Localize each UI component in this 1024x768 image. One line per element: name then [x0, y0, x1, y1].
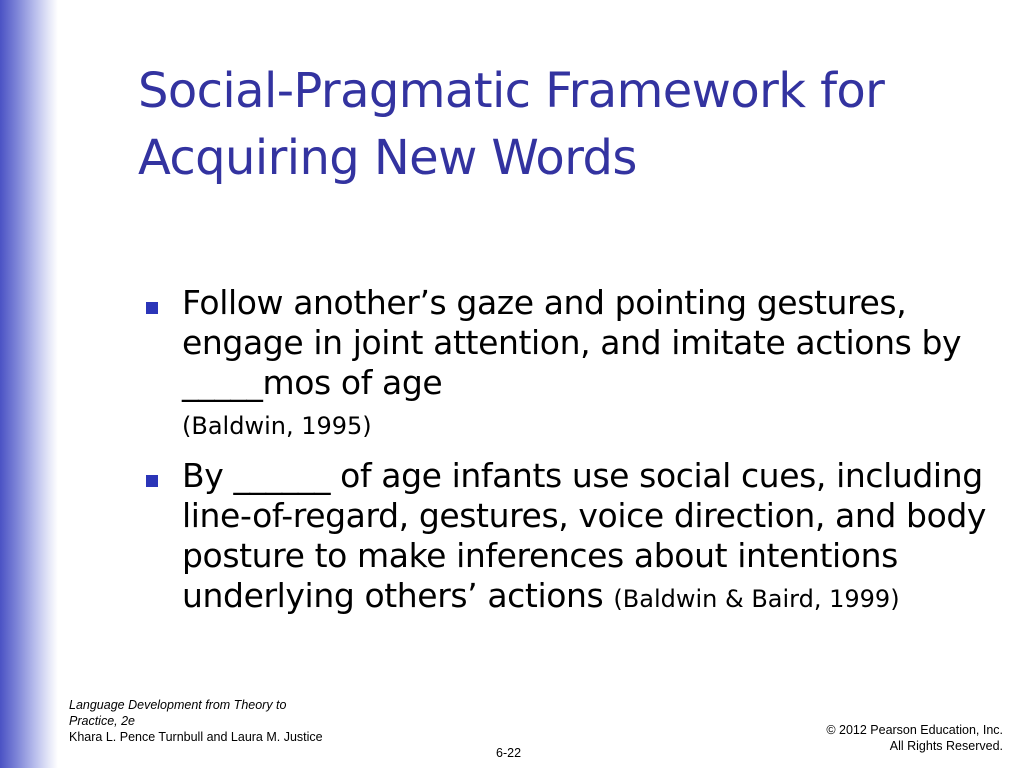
side-gradient-bar — [0, 0, 58, 768]
bullet-item — [142, 456, 1002, 619]
slide-title: Social-Pragmatic Framework for Acquiring New Words — [138, 63, 885, 186]
square-bullet-icon — [146, 475, 158, 487]
bullet-text: Follow another’s gaze and pointing gestures, engage in joint attention, and imitate actions by _____mos of age — [182, 283, 962, 402]
footer-book-title: Language Development from Theory to Practice, 2e — [69, 698, 287, 728]
bullet-item — [142, 283, 1002, 446]
footer-authors: Khara L. Pence Turnbull and Laura M. Justice — [69, 730, 323, 744]
bullet-citation: (Baldwin & Baird, 1999) — [613, 585, 900, 613]
bullet-citation: (Baldwin, 1995) — [182, 412, 372, 440]
square-bullet-icon — [146, 302, 158, 314]
page-number: 6-22 — [496, 746, 522, 760]
footer-copyright — [826, 722, 1003, 754]
bullet-list — [142, 283, 1002, 629]
copyright-line-2: All Rights Reserved. — [889, 739, 1003, 753]
bullet-text: By ______ of age infants use social cues, including line-of-regard, gestures, voice direction, and body posture to make inferences about intentions underlying others’ actions — [182, 456, 987, 615]
footer-book-info — [69, 697, 329, 745]
copyright-line-1: © 2012 Pearson Education, Inc. — [826, 723, 1003, 737]
